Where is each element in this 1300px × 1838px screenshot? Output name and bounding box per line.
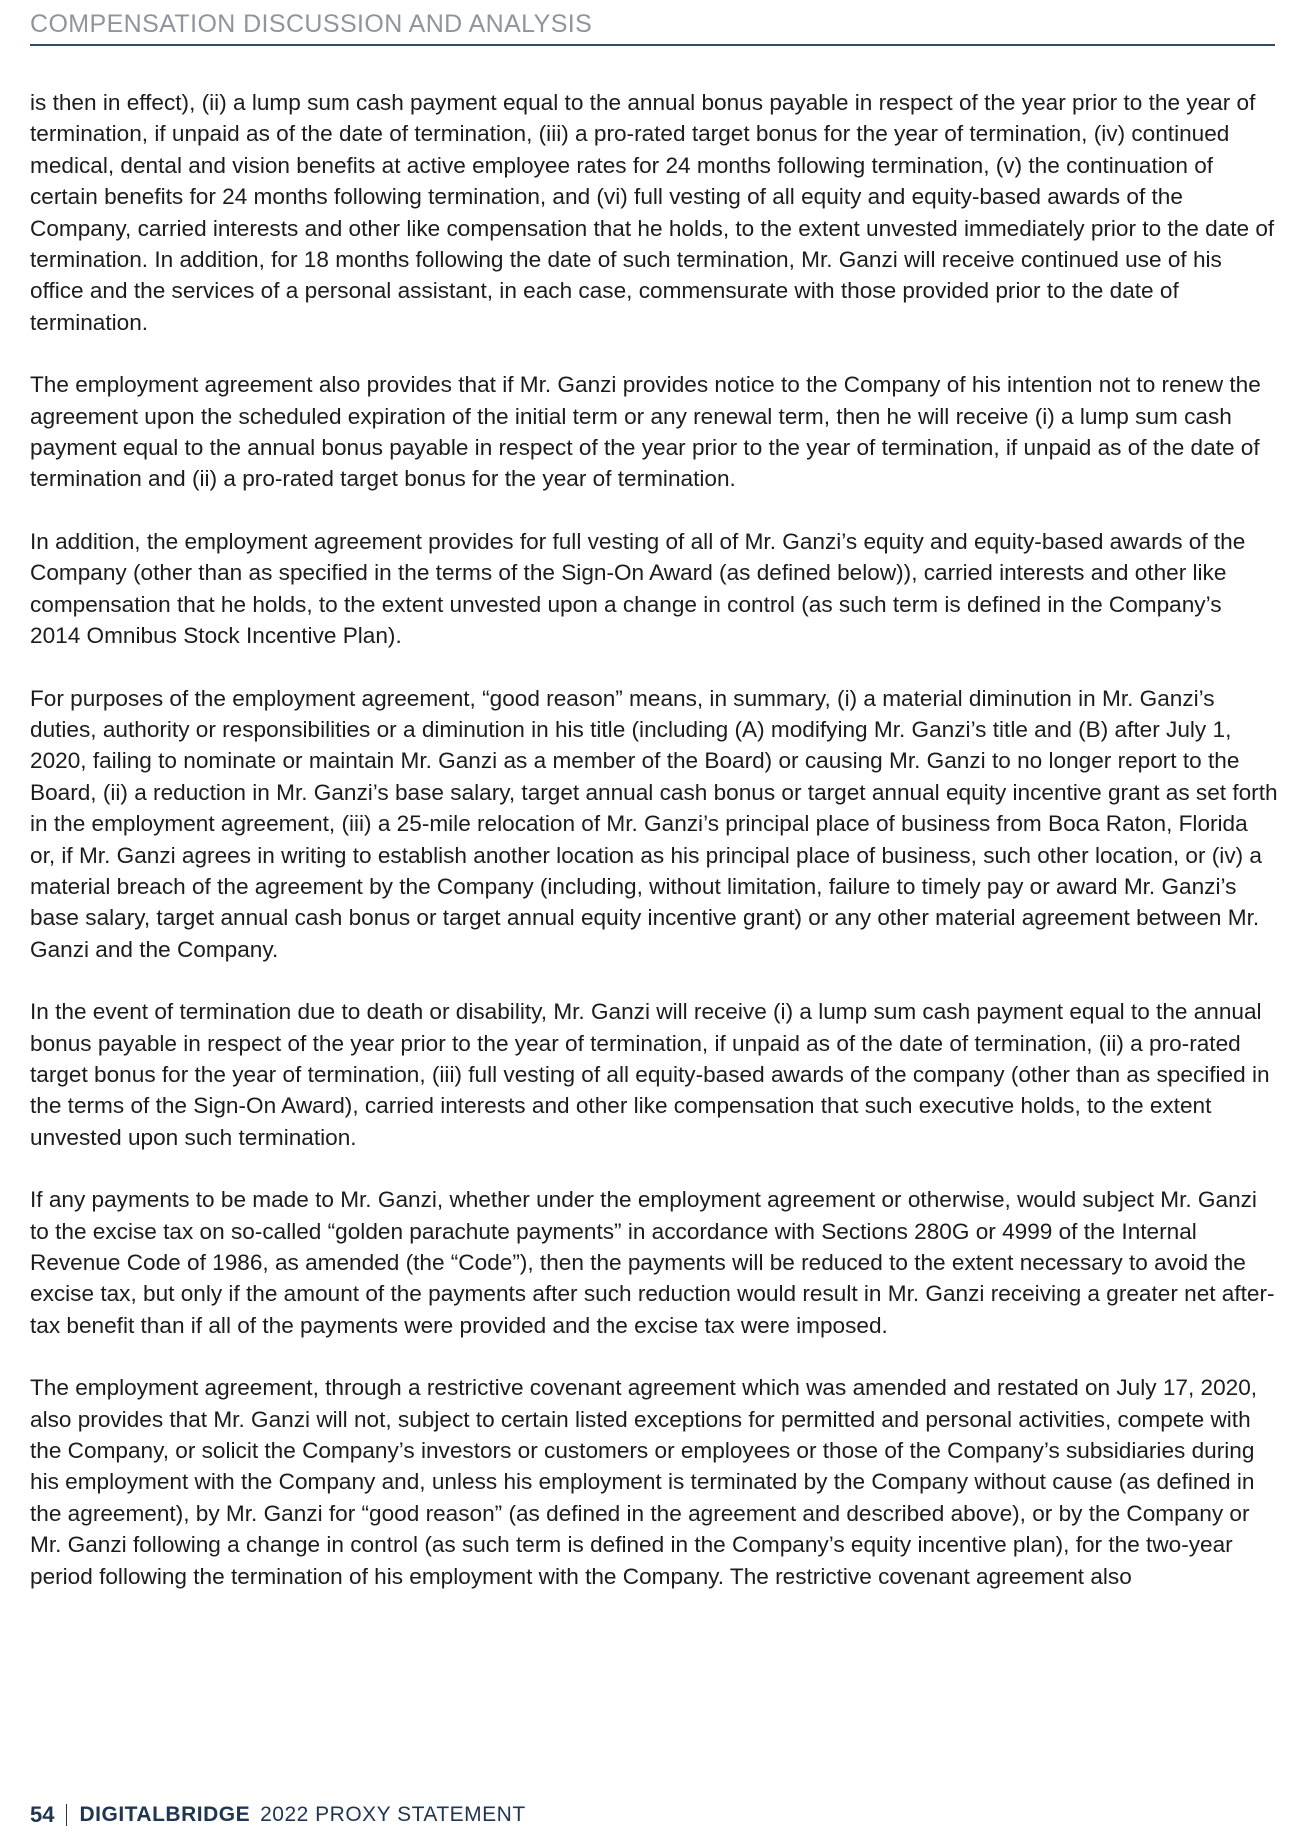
- section-title: COMPENSATION DISCUSSION AND ANALYSIS: [30, 10, 593, 38]
- paragraph-non-renewal: The employment agreement also provides that if Mr. Ganzi provides notice to the Company of his intention not to renew the agreement upon the scheduled expiration of the initial term or any renewal term, then he will receive (i) a lump sum cash payment equal to the annual bonus payable in respect of the year prior to the year of termination, if unpaid as of the date of termination and (ii) a pro-rated target bonus for the year of termination.: [30, 372, 1261, 492]
- document-title: 2022 PROXY STATEMENT: [260, 1803, 526, 1826]
- body-text: [30, 87, 1278, 1592]
- page-header: [30, 10, 1275, 46]
- paragraph-good-reason-definition: For purposes of the employment agreement, “good reason” means, in summary, (i) a material diminution in Mr. Ganzi’s duties, authority or responsibilities or a diminution in his title (including (A) modifying Mr. Ganzi’s title and (B) after July 1, 2020, failing to nominate or maintain Mr. Ganzi as a member of the Board) or causing Mr. Ganzi to no longer report to the Board, (ii) a reduction in Mr. Ganzi’s base salary, target annual cash bonus or target annual equity incentive grant as set forth in the employment agreement, (iii) a 25-mile relocation of Mr. Ganzi’s principal place of business from Boca Raton, Florida or, if Mr. Ganzi agrees in writing to establish another location as his principal place of business, such other location, or (iv) a material breach of the agreement by the Company (including, without limitation, failure to timely pay or award Mr. Ganzi’s base salary, target annual cash bonus or target annual equity incentive grant) or any other material agreement between Mr. Ganzi and the Company.: [30, 685, 1278, 962]
- paragraph-severance-benefits: is then in effect), (ii) a lump sum cash payment equal to the annual bonus payable in respect of the year prior to the year of termination, if unpaid as of the date of termination, (iii) a pro-rated target bonus for the year of termination, (iv) continued medical, dental and vision benefits at active employee rates for 24 months following termination, (v) the continuation of certain benefits for 24 months following termination, and (vi) full vesting of all equity and equity-based awards of the Company, carried interests and other like compensation that he holds, to the extent unvested immediately prior to the date of termination. In addition, for 18 months following the date of such termination, Mr. Ganzi will receive continued use of his office and the services of a personal assistant, in each case, commensurate with those provided prior to the date of termination.: [30, 90, 1275, 335]
- page-footer: [30, 1800, 526, 1830]
- paragraph-death-or-disability: In the event of termination due to death or disability, Mr. Ganzi will receive (i) a lump sum cash payment equal to the annual bonus payable in respect of the year prior to the year of termination, if unpaid as of the date of termination, (ii) a pro-rated target bonus for the year of termination, (iii) full vesting of all equity-based awards of the company (other than as specified in the terms of the Sign-On Award), carried interests and other like compensation that such executive holds, to the extent unvested upon such termination.: [30, 999, 1270, 1150]
- paragraph-change-in-control-vesting: In addition, the employment agreement provides for full vesting of all of Mr. Ganzi’s equity and equity-based awards of the Company (other than as specified in the terms of the Sign-On Award (as defined below)), carried interests and other like compensation that he holds, to the extent unvested upon a change in control (as such term is defined in the Company’s 2014 Omnibus Stock Incentive Plan).: [30, 528, 1246, 649]
- paragraph-restrictive-covenant: The employment agreement, through a restrictive covenant agreement which was amended and restated on July 17, 2020, also provides that Mr. Ganzi will not, subject to certain listed exceptions for permitted and personal activities, compete with the Company, or solicit the Company’s investors or customers or employees or those of the Company’s subsidiaries during his employment with the Company and, unless his employment is terminated by the Company without cause (as defined in the agreement), by Mr. Ganzi for “good reason” (as defined in the agreement and described above), or by the Company or Mr. Ganzi following a change in control (as such term is defined in the Company’s equity incentive plan), for the two-year period following the termination of his employment with the Company. The restrictive covenant agreement also: [30, 1375, 1258, 1589]
- footer-divider: [66, 1804, 67, 1826]
- company-name: DIGITALBRIDGE: [79, 1803, 251, 1826]
- page-number: 54: [30, 1802, 55, 1827]
- paragraph-golden-parachute: If any payments to be made to Mr. Ganzi, whether under the employment agreement or otherwise, would subject Mr. Ganzi to the excise tax on so-called “golden parachute payments” in accordance with Sections 280G or 4999 of the Internal Revenue Code of 1986, as amended (the “Code”), then the payments will be reduced to the extent necessary to avoid the excise tax, but only if the amount of the payments after such reduction would result in Mr. Ganzi receiving a greater net after-tax benefit than if all of the payments were provided and the excise tax were imposed.: [30, 1187, 1275, 1338]
